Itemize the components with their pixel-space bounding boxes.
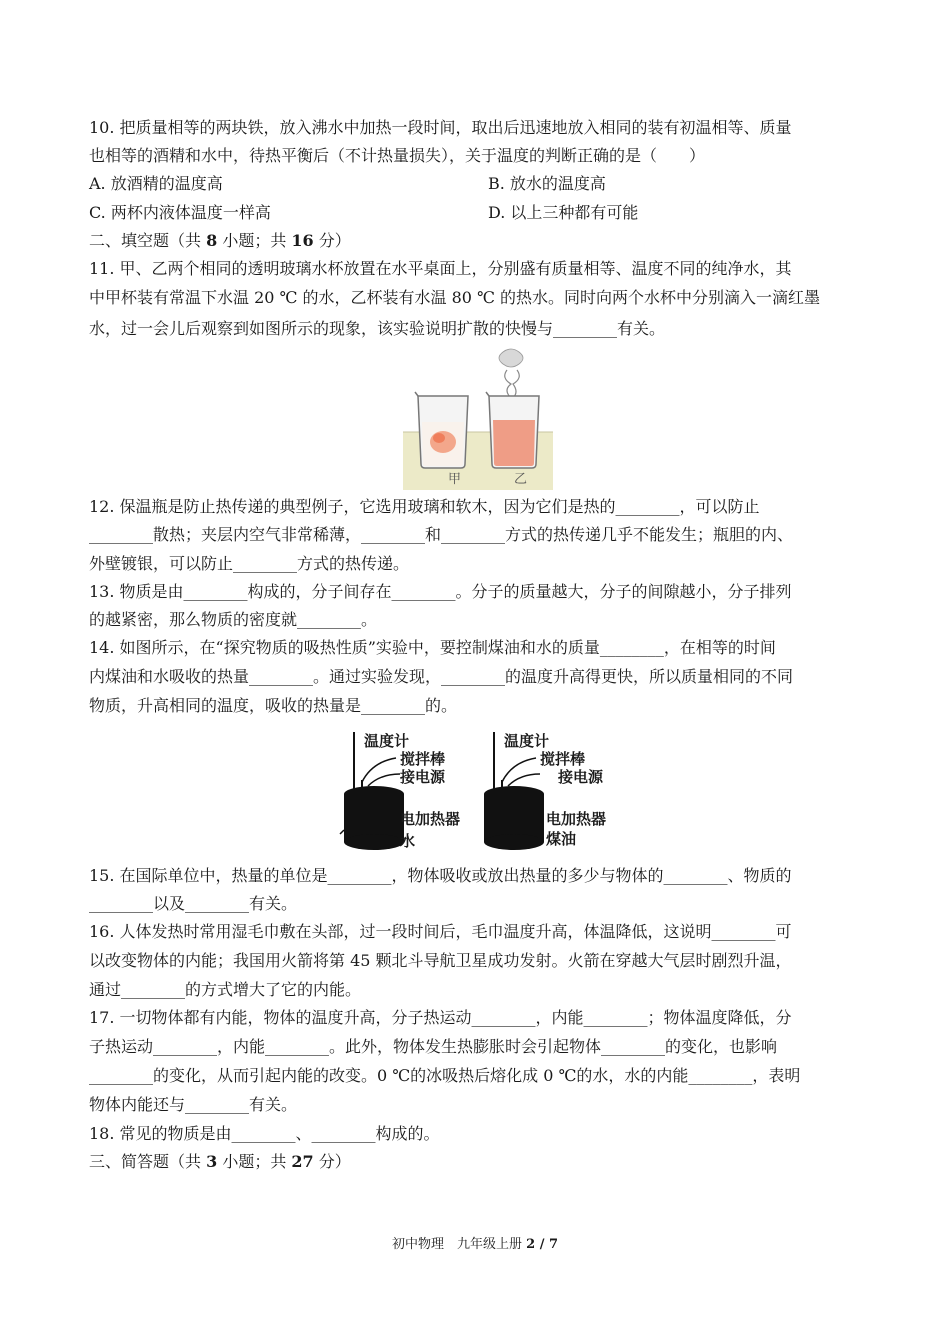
q14-stem-line2: 内煤油和水吸收的热量________。通过实验发现，________的温度升高得更快，所以质量相同的不同 — [89, 667, 794, 686]
section-2-mid: 小题；共 — [217, 231, 292, 250]
right-heater-label: 电加热器 — [546, 810, 607, 828]
page-footer — [0, 1233, 950, 1252]
q13-stem-line1: 13. 物质是由________构成的，分子间存在________。分子的质量越大，分子的间隙越小，分子排列 — [89, 582, 792, 601]
q12-stem-line3: 外壁镀银，可以防止________方式的热传递。 — [89, 554, 410, 573]
q10-option-a: A. 放酒精的温度高 — [89, 174, 223, 193]
footer-page-number: 2 / 7 — [526, 1237, 559, 1252]
q11-stem-line3: 水，过一会儿后观察到如图所示的现象，该实验说明扩散的快慢与________有关。 — [89, 319, 666, 338]
q17-stem-line3: ________的变化，从而引起内能的改变。0 ℃的冰吸热后熔化成 0 ℃的水，水的内能________，表明 — [89, 1066, 801, 1085]
q10-option-d: D. 以上三种都有可能 — [488, 203, 639, 222]
q14-stem-line3: 物质，升高相同的温度，吸收的热量是________的。 — [89, 696, 458, 715]
q16-stem-line2: 以改变物体的内能；我国用火箭将第 45 颗北斗导航卫星成功发射。火箭在穿越大气层时剧烈升温， — [89, 951, 792, 970]
section-3-mid: 小题；共 — [217, 1152, 292, 1171]
q17-stem-line4: 物体内能还与________有关。 — [89, 1095, 298, 1114]
q10-stem-line2: 也相等的酒精和水中，待热平衡后（不计热量损失），关于温度的判断正确的是（ ） — [89, 146, 706, 165]
footer-course: 初中物理 九年级上册 — [391, 1237, 527, 1252]
beakers-illustration — [393, 344, 558, 490]
q14-stem-line1: 14. 如图所示，在“探究物质的吸热性质”实验中，要控制煤油和水的质量________，在相等的时间 — [89, 638, 776, 657]
q14-heater-figure — [334, 722, 618, 860]
q11-beakers-figure — [393, 344, 558, 490]
right-power-label: 接电源 — [558, 768, 604, 786]
section-3-count: 3 — [206, 1152, 218, 1171]
q17-stem-line2: 子热运动________，内能________。此外，物体发生热膨胀时会引起物体________的变化，也影响 — [89, 1037, 778, 1056]
q10-option-c: C. 两杯内液体温度一样高 — [89, 203, 271, 222]
q10-option-b: B. 放水的温度高 — [488, 174, 606, 193]
beaker-label-left: 甲 — [448, 472, 462, 487]
section-3-suffix: 分） — [313, 1152, 351, 1171]
section-3-heading — [89, 1152, 869, 1172]
q15-stem-line1: 15. 在国际单位中，热量的单位是________，物体吸收或放出热量的多少与物体的________、物质的 — [89, 866, 792, 885]
q11-stem-line2: 中甲杯装有常温下水温 20 ℃ 的水，乙杯装有水温 80 ℃ 的热水。同时向两个水杯中分别滴入一滴红墨 — [89, 288, 821, 307]
section-2-suffix: 分） — [313, 231, 351, 250]
q18-stem-line1: 18. 常见的物质是由________、________构成的。 — [89, 1124, 440, 1143]
q15-stem-line2: ________以及________有关。 — [89, 894, 298, 913]
left-liquid-label: 水 — [400, 832, 416, 850]
q16-stem-line3: 通过________的方式增大了它的内能。 — [89, 980, 362, 999]
q12-stem-line1: 12. 保温瓶是防止热传递的典型例子，它选用玻璃和软木，因为它们是热的________，可以防止 — [89, 497, 760, 516]
section-3-score: 27 — [291, 1152, 314, 1171]
right-thermometer-label: 温度计 — [504, 732, 550, 750]
q16-stem-line1: 16. 人体发热时常用湿毛巾敷在头部，过一段时间后，毛巾温度升高，体温降低，这说明________可 — [89, 922, 792, 941]
q13-stem-line2: 的越紧密，那么物质的密度就________。 — [89, 610, 378, 629]
section-2-count: 8 — [206, 231, 218, 250]
right-stirrer-label: 搅拌棒 — [540, 750, 586, 768]
q10-stem-line1: 10. 把质量相等的两块铁，放入沸水中加热一段时间，取出后迅速地放入相同的装有初温相等、质量 — [89, 118, 792, 137]
right-liquid-label: 煤油 — [546, 830, 577, 848]
section-2-score: 16 — [291, 231, 314, 250]
left-power-label: 接电源 — [400, 768, 446, 786]
section-3-prefix: 三、简答题（共 — [89, 1152, 207, 1171]
q17-stem-line1: 17. 一切物体都有内能，物体的温度升高，分子热运动________，内能________；物体温度降低，分 — [89, 1008, 792, 1027]
section-2-heading — [89, 231, 869, 251]
q11-stem-line1: 11. 甲、乙两个相同的透明玻璃水杯放置在水平桌面上，分别盛有质量相等、温度不同的纯净水，其 — [89, 259, 792, 278]
left-thermometer-label: 温度计 — [364, 732, 410, 750]
beaker-label-right: 乙 — [514, 472, 528, 487]
left-heater-label: 电加热器 — [400, 810, 461, 828]
section-2-prefix: 二、填空题（共 — [89, 231, 207, 250]
left-stirrer-label: 搅拌棒 — [400, 750, 446, 768]
q12-stem-line2: ________散热；夹层内空气非常稀薄，________和________方式的热传递几乎不能发生；瓶胆的内、 — [89, 525, 794, 544]
